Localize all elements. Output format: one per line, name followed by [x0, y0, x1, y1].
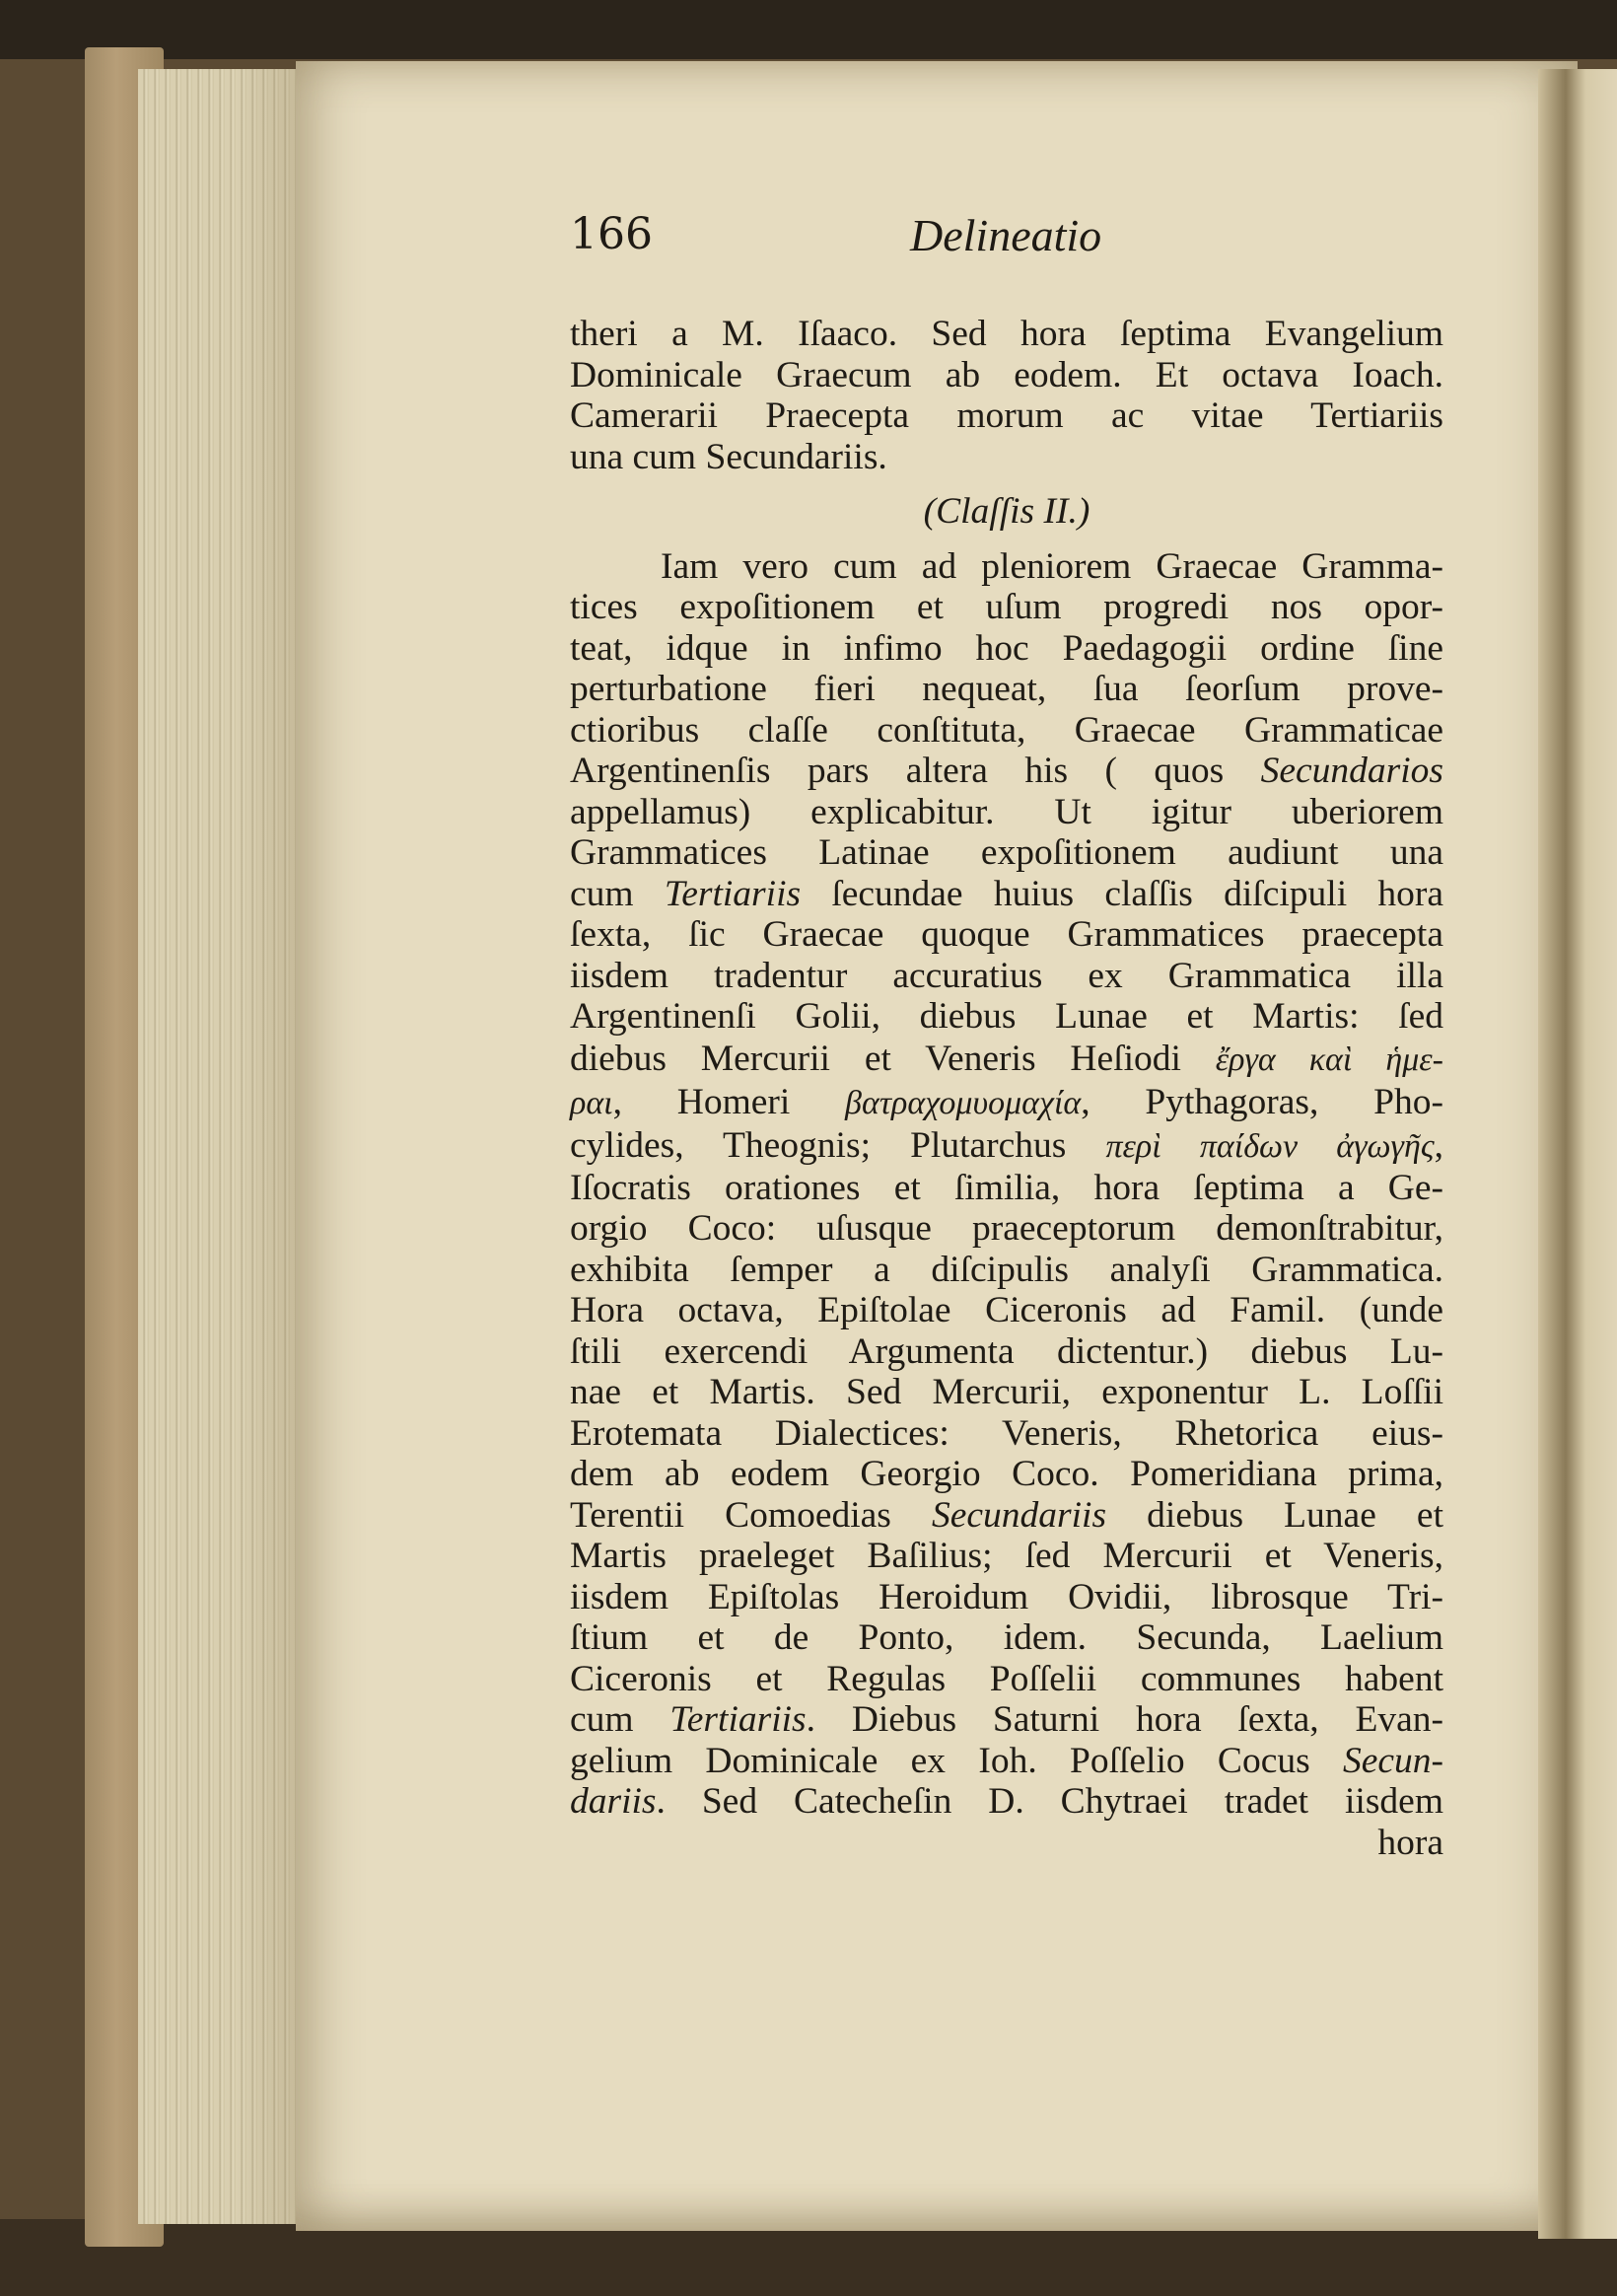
text-run: cylides, Theognis; Plutarchus	[570, 1124, 1106, 1166]
text-line: Ciceronis et Regulas Poſſelii communes habent	[570, 1658, 1443, 1699]
text-line	[570, 1781, 1443, 1823]
text-line: orgio Coco: uſusque praeceptorum demonſtrabitur,	[570, 1208, 1443, 1249]
text-line: theri a M. Iſaaco. Sed hora ſeptima Evangelium	[570, 314, 1443, 354]
text-run: diebus Mercurii et Veneris Heſiodi	[570, 1038, 1216, 1079]
text-run: ,	[1434, 1124, 1443, 1166]
text-line: ſtili exercendi Argumenta dictentur.) diebus Lu-	[570, 1330, 1443, 1372]
italic-run: Tertiariis	[669, 1699, 807, 1740]
text-line: Iam vero cum ad pleniorem Graecae Gramma-	[661, 545, 1443, 587]
text-line: Hora octava, Epiſtolae Ciceronis ad Famil. (unde	[570, 1290, 1443, 1330]
text-line: ctioribus claſſe conſtituta, Graecae Grammaticae	[570, 709, 1443, 751]
text-run: cum	[570, 1699, 670, 1740]
text-line	[570, 1495, 1443, 1537]
text-run: diebus Lunae et	[1106, 1494, 1443, 1536]
text-line	[570, 1699, 1443, 1741]
text-line: iisdem Epiſtolas Heroidum Ovidii, librosque Tri-	[570, 1576, 1443, 1617]
text-line	[570, 874, 1443, 915]
text-line: iisdem tradentur accuratius ex Grammatica illa	[570, 955, 1443, 996]
text-line	[570, 1124, 1443, 1168]
text-line: Dominicale Graecum ab eodem. Et octava Ioach.	[570, 354, 1443, 395]
text-line: tices expoſitionem et uſum progredi nos opor-	[570, 587, 1443, 627]
text-line: appellamus) explicabitur. Ut igitur uberiorem	[570, 791, 1443, 832]
page-header	[570, 209, 1438, 278]
text-line: Martis praeleget Baſilius; ſed Mercurii et Veneris,	[570, 1536, 1443, 1576]
text-line	[570, 1038, 1443, 1081]
text-line	[570, 1741, 1443, 1782]
greek-run: ραι	[570, 1084, 613, 1121]
italic-run: Secundariis	[931, 1494, 1107, 1536]
greek-run: περὶ παίδων ἀγωγῆς	[1105, 1127, 1435, 1165]
text-line: Argentinenſi Golii, diebus Lunae et Martis: ſed	[570, 996, 1443, 1037]
text-line: perturbatione fieri nequeat, ſua ſeorſum prove-	[570, 669, 1443, 709]
text-run: . Sed Catecheſin D. Chytraei tradet iisdem	[656, 1781, 1443, 1822]
text-line	[570, 1081, 1443, 1124]
text-line: una cum Secundariis.	[570, 436, 887, 477]
text-run: , Homeri	[612, 1081, 846, 1122]
italic-run: Tertiariis	[664, 873, 802, 914]
facing-page-edge	[1538, 69, 1617, 2239]
background-top	[0, 0, 1617, 59]
text-line: Grammatices Latinae expoſitionem audiunt una	[570, 832, 1443, 873]
text-line: Camerarii Praecepta morum ac vitae Tertiariis	[570, 395, 1443, 436]
text-line: teat, idque in infimo hoc Paedagogii ordine ſine	[570, 627, 1443, 669]
text-run: . Diebus Saturni hora ſexta, Evan-	[806, 1699, 1443, 1740]
running-head: Delineatio	[910, 210, 1102, 260]
italic-run: Secun-	[1342, 1740, 1443, 1781]
text-run: ſecundae huius claſſis diſcipuli hora	[801, 873, 1443, 914]
text-line: Erotemata Dialectices: Veneris, Rhetorica eius-	[570, 1412, 1443, 1454]
body-text	[570, 314, 1443, 1863]
italic-run: dariis	[570, 1781, 657, 1822]
greek-run: ἔργα καὶ ἡμε-	[1215, 1040, 1443, 1078]
italic-run: Secundarios	[1260, 751, 1443, 791]
text-run: , Pythagoras, Pho-	[1081, 1081, 1443, 1122]
text-line: exhibita ſemper a diſcipulis analyſi Grammatica.	[570, 1249, 1443, 1290]
text-run: gelium Dominicale ex Ioh. Poſſelio Cocus	[570, 1740, 1343, 1781]
greek-run: βατραχομυομαχία	[845, 1084, 1082, 1121]
text-line: dem ab eodem Georgio Coco. Pomeridiana prima,	[570, 1454, 1443, 1494]
text-line: nae et Martis. Sed Mercurii, exponentur L. Loſſii	[570, 1372, 1443, 1412]
text-run: cum	[570, 873, 665, 914]
catchword: hora	[1377, 1822, 1443, 1863]
page-number: 166	[570, 209, 653, 259]
section-heading: (Claſſis II.)	[923, 491, 1090, 532]
text-line: Iſocratis orationes et ſimilia, hora ſeptima a Ge-	[570, 1167, 1443, 1208]
text-run: Terentii Comoedias	[570, 1494, 932, 1536]
text-line: ſtium et de Ponto, idem. Secunda, Laelium	[570, 1617, 1443, 1658]
text-run: Argentinenſis pars altera his ( quos	[570, 751, 1261, 791]
text-line	[570, 751, 1443, 792]
text-line: ſexta, ſic Graecae quoque Grammatices praecepta	[570, 914, 1443, 955]
